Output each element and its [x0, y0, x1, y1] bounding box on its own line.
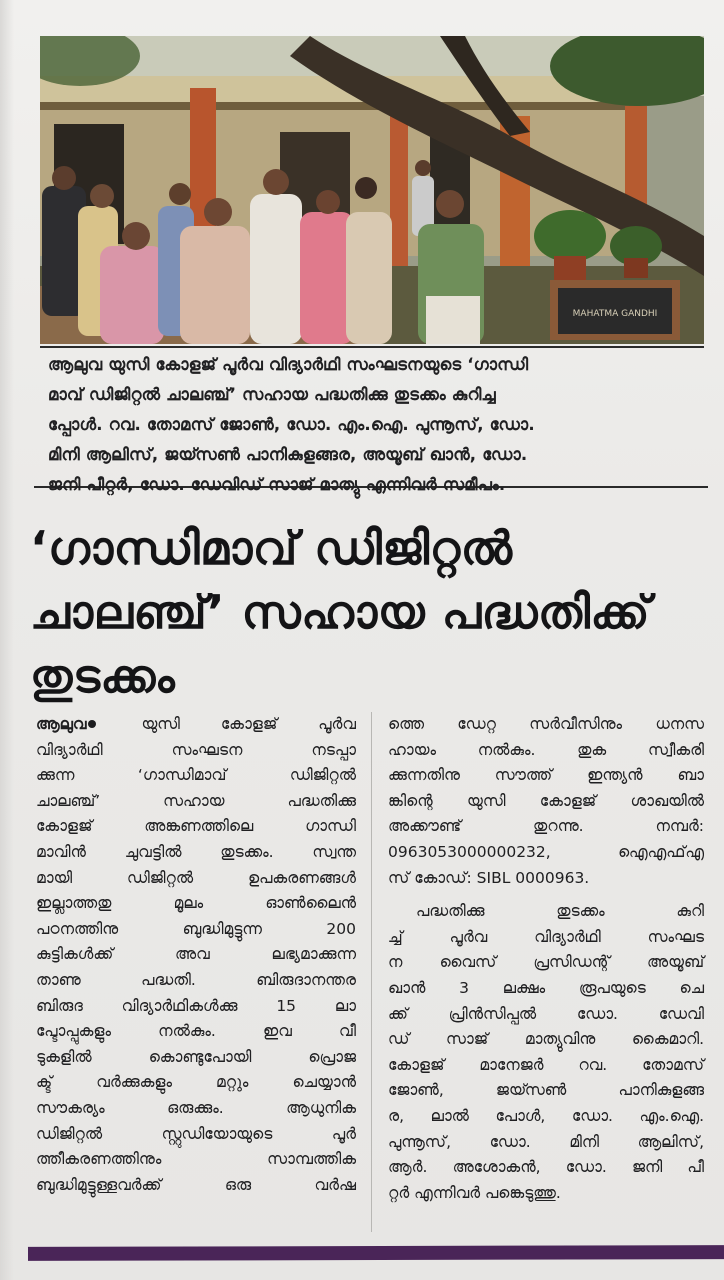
article-line: മാവിൻ ചുവട്ടിൽ തുടക്കം. സ്വന്ത: [36, 842, 356, 861]
caption-line: ജനി പീറ്റർ, ഡോ. ഡേവിഡ് സാജ് മാത്യു എന്നിവർ സമീപം.: [48, 475, 506, 494]
article-line: ക്ട് വർക്കുകളും മറ്റും ചെയ്യാൻ: [36, 1073, 356, 1092]
article-line: ര, ലാൽ പോൾ, ഡോ. എം.ഐ.: [388, 1106, 704, 1125]
article-column-left: [36, 712, 356, 1198]
article-line: ഡിജിറ്റൽ സ്റ്റുഡിയോയുടെ പൂർ: [36, 1124, 356, 1143]
article-line: സൗകര്യം ഒരുക്കും. ആധുനിക: [36, 1098, 356, 1117]
article-line: യുസി കോളജ് പൂർവ: [141, 715, 356, 733]
caption-line: പ്പോൾ. റവ. തോമസ് ജോൺ, ഡോ. എം.ഐ. പുന്നൂസ്, ഡോ.: [48, 415, 535, 434]
article-line: ത്തെ ഡേറ്റ സർവീസിനും ധനസ: [388, 715, 704, 733]
article-line: ച്ച് പൂർവ വിദ്യാർഥി സംഘട: [388, 927, 704, 946]
caption-line: ആലുവ യുസി കോളജ് പൂർവ വിദ്യാർഥി സംഘടനയുടെ ‘ഗാന്ധി: [48, 355, 529, 374]
article-line: ത്തീകരണത്തിനും സാമ്പത്തിക: [36, 1150, 356, 1169]
article-line: ങ്കിന്റെ യുസി കോളജ് ശാഖയിൽ: [388, 791, 704, 810]
photo-illustration: [40, 36, 704, 344]
plaque-text: MAHATMA GANDHI: [572, 309, 658, 319]
bottom-color-bar: [28, 1245, 724, 1261]
article-line: ബിരുദ വിദ്യാർഥികൾക്കു 15 ലാ: [36, 996, 356, 1015]
dateline-bullet-icon: [88, 720, 96, 728]
article-line: ഡ് സാജ് മാത്യുവിനു കൈമാറി.: [388, 1030, 704, 1049]
article-line: ഖാൻ 3 ലക്ഷം രൂപയുടെ ചെ: [388, 978, 704, 997]
article-line-first: [36, 712, 356, 738]
article-line: പദ്ധതിക്കു തുടക്കം കുറി: [416, 902, 704, 921]
headline: [30, 516, 710, 708]
article-line: ചാലഞ്ച്’ സഹായ പദ്ധതിക്കു: [36, 791, 356, 810]
headline-line: തുടക്കം: [30, 649, 176, 703]
article-line: 0963053000000232, ഐഎഫ്എ: [388, 842, 704, 861]
article-line: അക്കൗണ്ട് തുറന്നു. നമ്പർ:: [388, 817, 704, 836]
column-divider: [371, 712, 372, 1232]
page-edge-shadow: [0, 0, 14, 1280]
article-line: ക്കുന്ന ‘ഗാന്ധിമാവ് ഡിജിറ്റൽ: [36, 766, 356, 785]
news-photo: [40, 36, 704, 344]
article-line: പ്ടോപ്പുകളും നൽകും. ഇവ വീ: [36, 1022, 356, 1041]
article-line: പുന്നൂസ്, ഡോ. മിനി ആലിസ്,: [388, 1132, 704, 1151]
headline-line: ചാലഞ്ച്’ സഹായ പദ്ധതിക്ക്: [30, 585, 651, 639]
article-line: ഹായം നൽകും. തുക സ്വീകരി: [388, 740, 704, 759]
article-line: കോളജ് അങ്കണത്തിലെ ഗാന്ധി: [36, 817, 356, 836]
caption-line: മാവ് ഡിജിറ്റൽ ചാലഞ്ച്’ സഹായ പദ്ധതിക്കു തുടക്കം കുറിച്ച: [48, 385, 496, 404]
article-line: വിദ്യാർഥി സംഘടന നടപ്പാ: [36, 740, 356, 759]
article-column-right: [388, 712, 704, 1206]
article-line: റ്റർ എന്നിവർ പങ്കെടുത്തു.: [388, 1183, 561, 1202]
photo-caption: [34, 348, 708, 494]
article-line: ആർ. അശോകൻ, ഡോ. ജനി പീ: [388, 1158, 704, 1177]
dateline: ആലുവ: [36, 715, 87, 733]
article-line: കോളജ് മാനേജർ റവ. തോമസ്: [388, 1055, 704, 1074]
article-line: ജോൺ, ജയ്സൺ പാനികുളങ്ങ: [388, 1081, 704, 1100]
article-line: ഇല്ലാത്തതു മൂലം ഓൺലൈൻ: [36, 894, 356, 913]
article-line: ക്കുന്നതിനു സൗത്ത് ഇന്ത്യൻ ബാ: [388, 766, 704, 785]
article-line: ന വൈസ് പ്രസിഡന്റ് അയൂബ്: [388, 953, 704, 972]
article-line: പഠനത്തിനു ബുദ്ധിമുട്ടുന്ന 200: [36, 919, 356, 938]
article-line: കുട്ടികൾക്ക് അവ ലഭ്യമാക്കുന്ന: [36, 945, 356, 964]
caption-line: മിനി ആലിസ്, ജയ്സൺ പാനികുളങ്ങര, അയൂബ് ഖാൻ, ഡോ.: [48, 445, 528, 464]
article-line: ക്ക് പ്രിൻസിപ്പൽ ഡോ. ഡേവി: [388, 1004, 704, 1023]
article-line: ബുദ്ധിമുട്ടുള്ളവർക്ക് ഒരു വർഷ: [36, 1175, 356, 1194]
headline-line: ‘ഗാന്ധിമാവ് ഡിജിറ്റൽ: [30, 521, 513, 575]
article-line: മായി ഡിജിറ്റൽ ഉപകരണങ്ങൾ: [36, 868, 356, 887]
article-line: ടുകളിൽ കൊണ്ടുപോയി പ്രൊജ: [36, 1047, 356, 1066]
article-line: സ് കോഡ്: SIBL 0000963.: [388, 868, 590, 887]
article-line: താണു പദ്ധതി. ബിരുദാനന്തര: [36, 970, 356, 989]
